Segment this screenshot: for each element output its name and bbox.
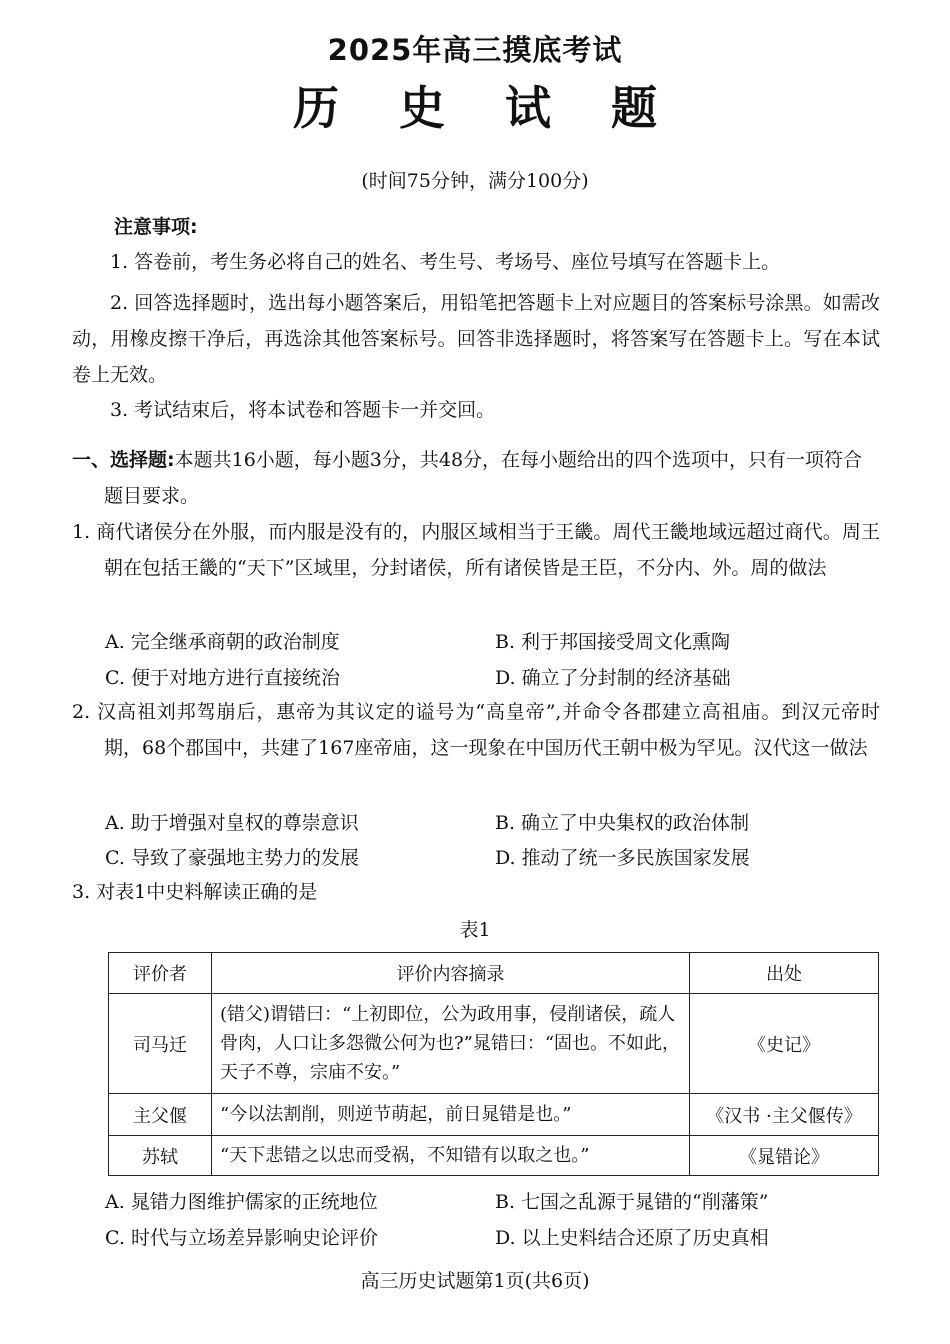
table-cell-content: “今以法割削，则逆节萌起，前日晁错是也。”: [212, 1094, 690, 1136]
time-info: (时间75分钟，满分100分): [361, 170, 589, 192]
notice-item-3: 3. 考试结束后，将本试卷和答题卡一并交回。: [110, 399, 496, 421]
table-cell-content: (错父)谓错曰：“上初即位，公为政用事，侵削诸侯，疏人骨肉，人口让多怨微公何为也?”晁错曰：“固也。不如此，天子不尊，宗庙不安。”: [212, 994, 690, 1094]
q1-option-a[interactable]: A. 完全继承商朝的政治制度: [105, 631, 340, 653]
table-row: [109, 1136, 879, 1176]
table-header-content: 评价内容摘录: [212, 953, 690, 994]
exam-title: 2025年高三摸底考试: [327, 33, 623, 67]
table-cell-source: 《史记》: [690, 994, 879, 1094]
q3-option-c[interactable]: C. 时代与立场差异影响史论评价: [105, 1227, 378, 1249]
q1-option-c[interactable]: C. 便于对地方进行直接统治: [105, 667, 340, 689]
section-1-intro: [72, 442, 880, 514]
table-row: [109, 1094, 879, 1136]
table-header-evaluator: 评价者: [109, 953, 212, 994]
q2-option-a[interactable]: A. 助于增强对皇权的尊崇意识: [105, 812, 359, 834]
section-1-text: 本题共16小题，每小题3分，共48分，在每小题给出的四个选项中，只有一项符合题目要求。: [104, 449, 863, 507]
table-row: [109, 994, 879, 1094]
question-3-stem: 3. 对表1中史料解读正确的是: [72, 881, 318, 903]
table-caption: 表1: [459, 919, 491, 941]
notice-item-2: 2. 回答选择题时，选出每小题答案后，用铅笔把答题卡上对应题目的答案标号涂黑。如需改动，用橡皮擦干净后，再选涂其他答案标号。回答非选择题时，将答案写在答题卡上。写在本试卷上无效。: [72, 292, 880, 386]
table-cell-evaluator: 司马迁: [109, 994, 212, 1094]
notice-item-1: 1. 答卷前，考生务必将自己的姓名、考生号、考场号、座位号填写在答题卡上。: [110, 251, 781, 273]
page-footer: 高三历史试题第1页(共6页): [360, 1270, 590, 1292]
question-2-stem: 2. 汉高祖刘邦驾崩后，惠帝为其议定的谥号为“高皇帝”,并命令各郡建立高祖庙。到汉元帝时期，68个郡国中，共建了167座帝庙，这一现象在中国历代王朝中极为罕见。汉代这一做法: [72, 701, 880, 759]
q2-option-b[interactable]: B. 确立了中央集权的政治体制: [495, 812, 750, 834]
question-1-stem: 1. 商代诸侯分在外服，而内服是没有的，内服区域相当于王畿。周代王畿地域远超过商代。周王朝在包括王畿的“天下”区域里，分封诸侯，所有诸侯皆是王臣，不分内、外。周的做法: [72, 521, 880, 579]
table-header-source: 出处: [690, 953, 879, 994]
section-1-label: 一、选择题:: [72, 449, 175, 471]
history-table: [108, 952, 879, 1176]
table-cell-evaluator: 主父偃: [109, 1094, 212, 1136]
table-cell-source: 《汉书 ·主父偃传》: [690, 1094, 879, 1136]
table-cell-evaluator: 苏轼: [109, 1136, 212, 1176]
q2-option-c[interactable]: C. 导致了豪强地主势力的发展: [105, 847, 359, 869]
q1-option-b[interactable]: B. 利于邦国接受周文化熏陶: [495, 631, 731, 653]
q2-option-d[interactable]: D. 推动了统一多民族国家发展: [495, 847, 750, 869]
table-cell-source: 《晁错论》: [690, 1136, 879, 1176]
q1-option-d[interactable]: D. 确立了分封制的经济基础: [495, 667, 731, 689]
table-header-row: [109, 953, 879, 994]
notice-heading: 注意事项:: [114, 216, 198, 238]
q3-option-b[interactable]: B. 七国之乱源于晁错的“削藩策”: [495, 1191, 769, 1213]
table-cell-content: “天下悲错之以忠而受祸，不知错有以取之也。”: [212, 1136, 690, 1176]
subject-title: 历 史 试 题: [292, 81, 680, 135]
q3-option-d[interactable]: D. 以上史料结合还原了历史真相: [495, 1227, 769, 1249]
q3-option-a[interactable]: A. 晁错力图维护儒家的正统地位: [105, 1191, 378, 1213]
